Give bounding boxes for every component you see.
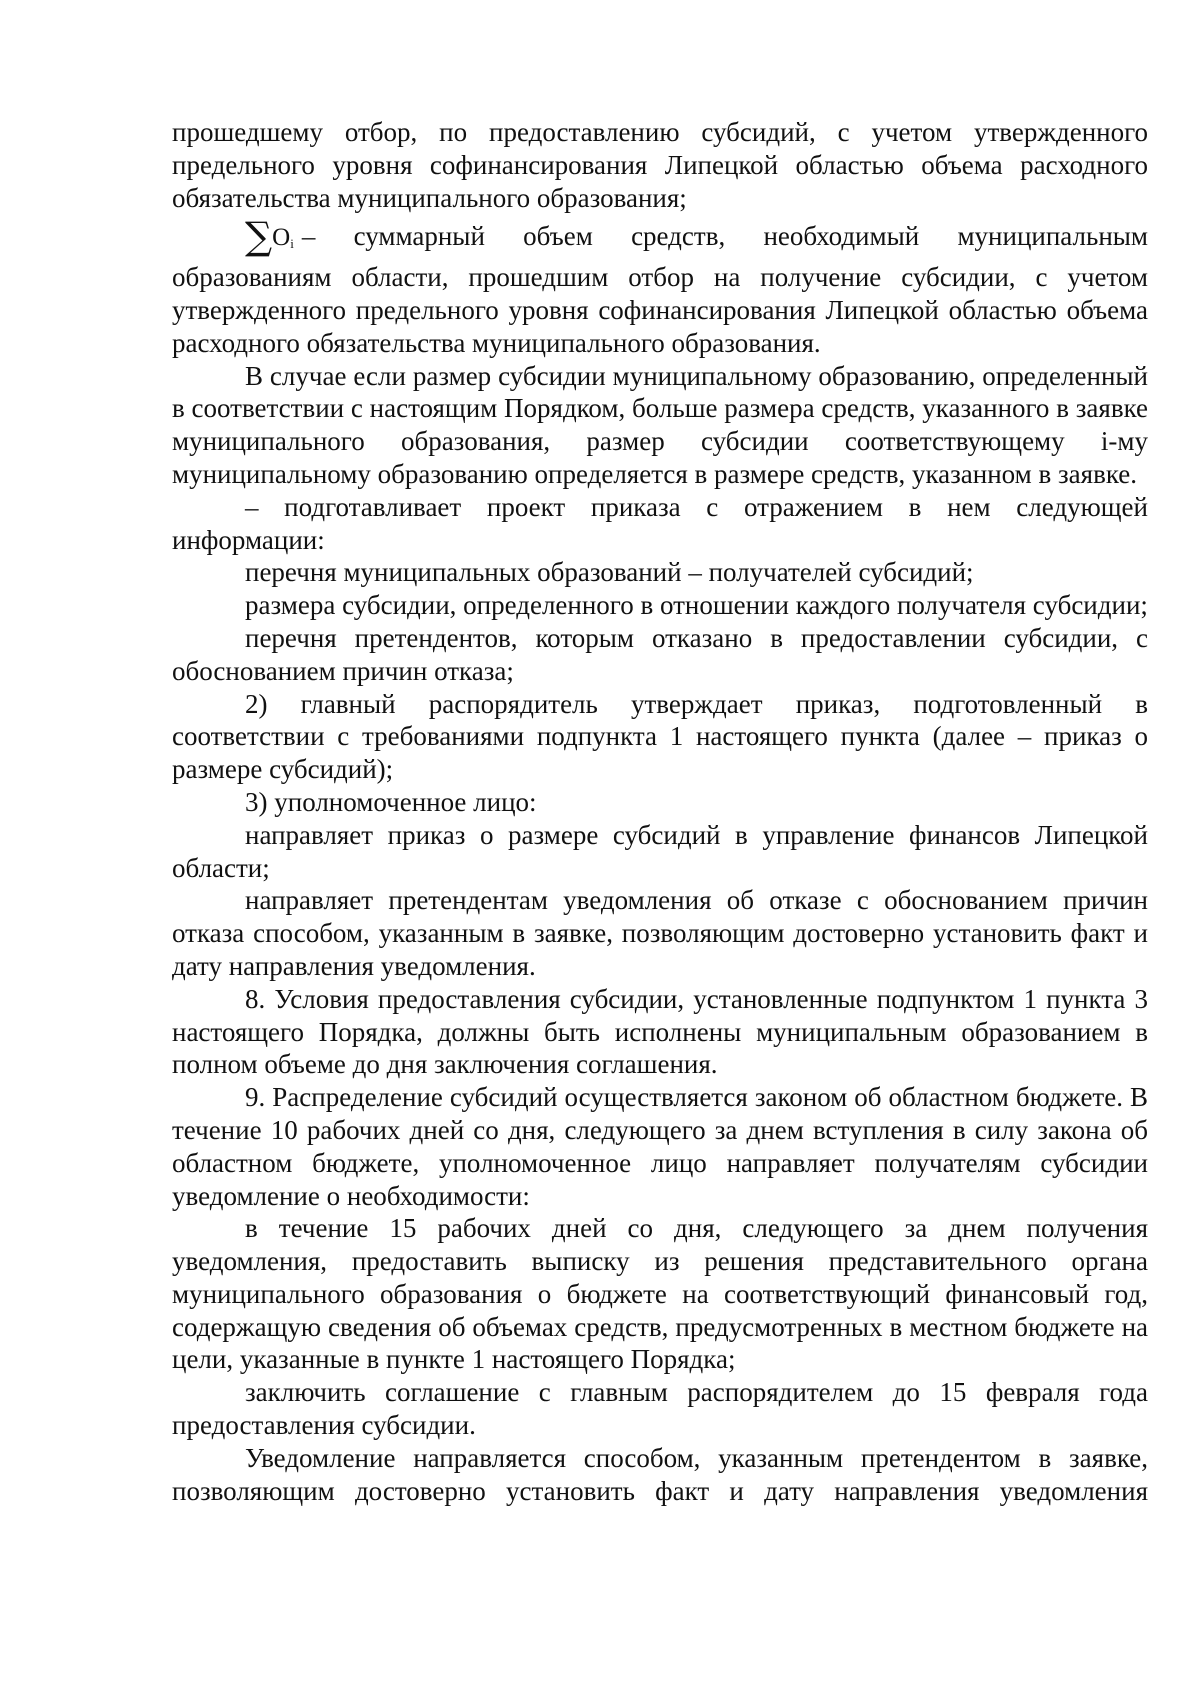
paragraph-list-recipients: перечня муниципальных образований – получателей субсидий; <box>245 557 974 588</box>
sum-symbol: ∑ <box>245 214 273 259</box>
paragraph-send-rejections: направляет претендентам уведомления об отказе с обоснованием причин отказа способом, указанным в заявке, позволяющим достоверно установить факт и дату направления уведомления. <box>172 885 1148 981</box>
paragraph-item-9: 9. Распределение субсидий осуществляется законом об областном бюджете. В течение 10 рабочих дней со дня, следующего за днем вступления в силу закона об областном бюджете, уполномоченное лицо направляет получателям субсидии уведомление о необходимости: <box>172 1082 1148 1211</box>
paragraph-subsidy-amount: размера субсидии, определенного в отношении каждого получателя субсидии; <box>245 590 1148 621</box>
paragraph-item-3: 3) уполномоченное лицо: <box>245 786 537 817</box>
paragraph-item-8: 8. Условия предоставления субсидии, установленные подпунктом 1 пункта 3 настоящего Порядка, должны быть исполнены муниципальным образованием в полном объеме до дня заключения соглашения. <box>172 983 1148 1080</box>
document-body <box>172 116 1148 1507</box>
paragraph-sum-definition <box>172 214 1148 359</box>
paragraph-sign-agreement: заключить соглашение с главным распорядителем до 15 февраля года предоставления субсидии. <box>172 1377 1148 1441</box>
sum-definition-text: – суммарный объем средств, необходимый муниципальным образованиям области, прошедшим отбор на получение субсидии, с учетом утвержденного предельного уровня софинансирования Липецкой областью объема расходного обязательства муниципального образования. <box>172 221 1148 358</box>
sum-subscript: i <box>290 236 294 252</box>
paragraph-continuation: прошедшему отбор, по предоставлению субсидий, с учетом утвержденного предельного уровня софинансирования Липецкой областью объема расходного обязательства муниципального образования; <box>172 117 1148 213</box>
paragraph-within-15-days: в течение 15 рабочих дней со дня, следующего за днем получения уведомления, предоставить выписку из решения представительного органа муниципального образования о бюджете на соответствующий финансовый год, содержащую сведения об объемах средств, предусмотренных в местном бюджете на цели, указанные в пункте 1 настоящего Порядка; <box>172 1213 1148 1375</box>
paragraph-item-2: 2) главный распорядитель утверждает приказ, подготовленный в соответствии с требованиями подпункта 1 настоящего пункта (далее – приказ о размере субсидий); <box>172 688 1148 785</box>
paragraph-send-order: направляет приказ о размере субсидий в управление финансов Липецкой области; <box>172 819 1148 883</box>
paragraph-list-rejected: перечня претендентов, которым отказано в предоставлении субсидии, с обоснованием причин отказа; <box>172 622 1148 686</box>
sum-formula <box>245 214 294 259</box>
paragraph-prepare-order: – подготавливает проект приказа с отражением в нем следующей информации: <box>172 491 1148 555</box>
paragraph-subsidy-size-rule: В случае если размер субсидии муниципальному образованию, определенный в соответствии с настоящим Порядком, больше размера средств, указанного в заявке муниципального образования, размер субсидии соответствующему i-му муниципальному образованию определяется в размере средств, указанном в заявке. <box>172 360 1148 489</box>
sum-variable: O <box>272 224 291 252</box>
paragraph-notification-method: Уведомление направляется способом, указанным претендентом в заявке, позволяющим достоверно установить факт и дату направления уведомления <box>172 1442 1148 1506</box>
